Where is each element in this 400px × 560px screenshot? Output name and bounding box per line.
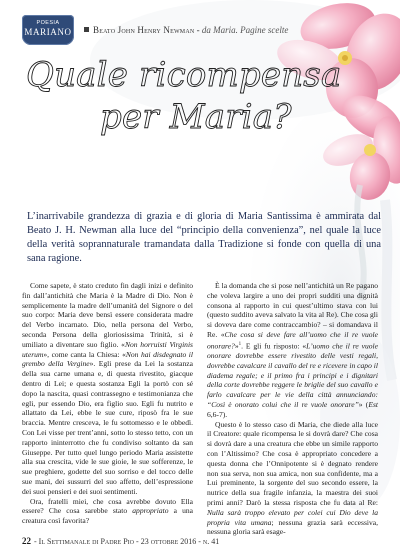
rubric-top-label: POESIA [36, 20, 60, 26]
header-square-icon [84, 27, 89, 32]
page-number: 22 [22, 536, 31, 546]
lead-paragraph: L’inarrivabile grandezza di grazia e di gloria di Maria Santissima è ammirata dal Beato J. H. Newman alla luce del “principio della convenienza”, nel quale la luce della verità soprannaturale tramandata dalla Tradizione si fonde con quella di una sana ragione. [27, 211, 381, 264]
article-header [84, 25, 288, 35]
body-paragraph: È la domanda che si pose nell’antichità un Re pagano che voleva largire a uno dei propri sudditi una dignità consona al rapporto in cui quest’ultimo stava con lui (questo suddito aveva salvato la vita al Re). Che cosa gli si doveva dare come contraccambio? – si domandava il Re. «Che cosa si deve fare all’uomo che il re vuole onorare?»$^1$. E gli fu risposto: «L’uomo che il re vuole onorare dovrebbe essere rivestito delle vesti regali, dovrebbe cavalcare il cavallo del re e ricevere in capo il diadema regale; e il primo fra i principi e i dignitari della corte dovrebbe reggere le briglie del suo cavallo e farlo cavalcare per le vie della città annunciando: “Così è onorato colui che il re vuole onorare”» (Est 6,6-7). [207, 281, 378, 419]
body-paragraph: Ora, fratelli miei, che cosa avrebbe dovuto Ella essere? Che cosa sarebbe stato appropriato a una creatura così favorita? [22, 496, 193, 526]
issue-date: 23 ottobre 2016 [140, 537, 197, 546]
title-line-2: per Maria? [100, 97, 292, 137]
rubric-badge [22, 15, 74, 45]
author-name: Beato John Henry Newman [93, 25, 195, 35]
body-paragraph: Come sapete, è stato creduto fin dagli inizi e definito fin dall’antichità che Maria è la Madre di Dio. Non è semplicemente la madre dell’umanità del Signore o del suo corpo: Maria deve bensì essere considerata madre del Verbo incarnato. Dio, nella persona del Verbo, seconda Persona della gloriosissima Trinità, si è umiliato a diventare suo figlio. «Non horruisti Virginis uterum», come canta la Chiesa: «Non hai disdegnato il grembo della Vergine». Egli prese da Lei la sostanza della sua carne umana e, di questa rivestito, giacque dentro di Lei; e questa sostanza Egli la portò con sé dopo la nascita, quasi contrassegno e testimonianza che egli, pur essendo Dio, era figlio suo. Egli fu nutrito e allattato da Lei, ebbe le sue cure, riposò fra le sue braccia. Mentre cresceva, le fu sottomesso e le obbedì. Con Lei visse per trent’anni, sotto lo stesso tetto, con un rapporto ininterrotto che fu condiviso soltanto da san Giuseppe. Per tutto quel lungo periodo Maria assistette alla sua crescita, vide le sue gioie, le sue sofferenze, le sue preghiere, godette del suo sorriso e del tocco delle sue mani, dei sussurri del suo affetto, dell’espressione dei suoi pensieri e dei suoi sentimenti. [22, 281, 194, 496]
body-column-right [207, 281, 379, 537]
source-text: da Maria. Pagine scelte [201, 25, 289, 35]
magazine-name: Il Settimanale di Padre Pio [38, 537, 135, 546]
rubric-bottom-label: MARIANO [24, 27, 72, 37]
header-separator: - [194, 25, 202, 35]
page-title [26, 55, 356, 137]
body-columns [22, 281, 379, 537]
issue-number: n. 41 [202, 537, 220, 546]
body-column-left [22, 281, 193, 527]
title-line-1: Quale ricompensa [26, 55, 342, 95]
body-paragraph: Questo è lo stesso caso di Maria, che diede alla luce il Creatore: quale ricompensa le si dovrà dare? Che cosa si dovrà dare a una creatura che ebbe un simile rapporto con l’Altissimo? Che cosa è appropriato concedere a questa donna che l’Onnipotente si è degnato rendere non sua serva, non sua amica, non sua confidente, ma a Lui preminente, la sorgente del suo secondo essere, la nutrice della sua fragile infanzia, la maestra dei suoi primi anni? Darò la stessa risposta che fu data al Re: Nulla sarà troppo elevato per colei cui Dio deve la propria vita umana; nessuna grazia sarà eccessiva, nessuna gloria sarà esage- [207, 419, 379, 537]
page-footer: 22 - Il Settimanale di Padre Pio - 23 ottobre 2016 - n. 41 [22, 536, 220, 546]
